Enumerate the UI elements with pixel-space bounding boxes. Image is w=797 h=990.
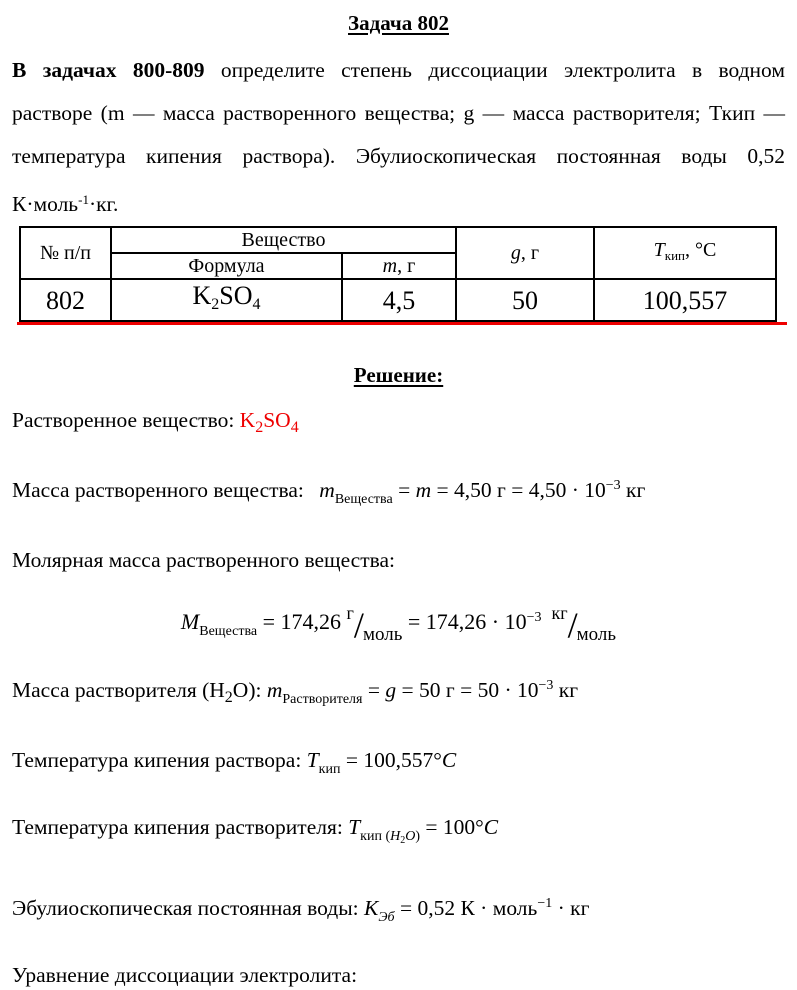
cell-mass: 4,5 xyxy=(342,279,456,321)
exponent: −3 xyxy=(538,678,554,693)
ebul-unit: · кг xyxy=(552,896,590,920)
ebul-label: Эбулиоскопическая постоянная воды: xyxy=(12,896,365,920)
g-symbol: g xyxy=(510,242,521,264)
tboil-solvent-label: Температура кипения растворителя: xyxy=(12,815,349,839)
h2o-sub: 2 xyxy=(224,689,233,706)
molar-value-1: = 174,26 xyxy=(257,609,347,634)
fraction-slash-2: / xyxy=(567,605,577,645)
var-T-subscript: кип xyxy=(318,762,341,777)
var-T: T xyxy=(306,748,319,772)
header-cell-num: № п/п xyxy=(20,227,111,279)
line-ebullioscopic-constant xyxy=(12,889,785,933)
g-unit: , г xyxy=(520,242,540,264)
value-grams: = 50 г xyxy=(396,678,461,702)
ebul-exponent: −1 xyxy=(537,896,553,911)
unit-kg: кг xyxy=(620,478,646,502)
line-dissolved-substance xyxy=(12,405,785,443)
table-header-row-1 xyxy=(20,227,776,253)
chem-sub-4: 4 xyxy=(290,419,299,436)
tboil-solvent-value: = 100° xyxy=(420,815,484,839)
line-mass-solute xyxy=(12,471,785,515)
sub-2: 2 xyxy=(400,835,406,846)
var-m-subscript: Вещества xyxy=(334,492,393,507)
sub-kip: кип ( xyxy=(360,829,391,844)
header-cell-formula: Формула xyxy=(111,253,342,279)
var-m-solvent: m xyxy=(266,678,283,702)
var-T2-subscript xyxy=(360,829,420,844)
sub-O: O xyxy=(405,829,416,844)
var-m: m xyxy=(319,478,335,502)
intro-bold-range: В задачах 800-809 xyxy=(12,58,205,82)
t-symbol: T xyxy=(653,239,665,261)
problem-title: Задача 802 xyxy=(348,11,449,35)
celsius-C-2: C xyxy=(483,815,499,839)
sub-close-paren: ) xyxy=(415,829,421,844)
line-boiling-temp-solvent xyxy=(12,812,785,856)
chem-k: K xyxy=(239,408,256,432)
intro-line-2: растворе (m — масса растворенного вещества; g — масса растворителя; Ткип — xyxy=(12,101,785,125)
dissolved-label: Растворенное вещество: xyxy=(12,408,240,432)
formula-sub-4: 4 xyxy=(252,296,261,313)
value-sci: = 50 · 10 xyxy=(460,678,539,702)
mass-solvent-label: Масса растворителя (H xyxy=(12,678,225,702)
fraction-numerator: г xyxy=(346,603,354,623)
mass-solute-label: Масса растворенного вещества: xyxy=(12,478,310,502)
solution-heading: Решение: xyxy=(353,363,444,387)
intro-superscript: -1 xyxy=(78,192,89,207)
intro-paragraph xyxy=(12,49,785,226)
mass-solvent-label-end: O): xyxy=(232,678,267,702)
t-unit: , °С xyxy=(685,239,717,261)
intro-line-3: температура кипения раствора). Эбулиоскопическая постоянная воды 0,52 xyxy=(12,144,785,168)
cell-solvent-mass: 50 xyxy=(456,279,594,321)
fraction-slash: / xyxy=(353,605,363,645)
tboil-value: = 100,557° xyxy=(340,748,442,772)
exponent: −3 xyxy=(605,478,621,493)
t-subscript: кип xyxy=(664,248,686,263)
value-grams: = 4,50 г xyxy=(431,478,512,502)
ebul-value: = 0,52 К · моль xyxy=(394,896,538,920)
header-cell-tboil xyxy=(594,227,776,279)
chem-so: SO xyxy=(263,408,291,432)
m-unit: , г xyxy=(397,255,416,277)
intro-line-4-end: ·кг. xyxy=(88,192,119,216)
red-underline xyxy=(17,322,787,325)
celsius-C: C xyxy=(441,748,457,772)
fraction-numerator-2: кг xyxy=(551,603,568,623)
dissolved-formula xyxy=(239,408,299,436)
var-M-subscript: Вещества xyxy=(199,624,258,639)
fraction-denominator-2: моль xyxy=(576,624,617,645)
molar-exponent: −3 xyxy=(526,610,542,625)
unit-kg: кг xyxy=(553,678,579,702)
cell-formula xyxy=(111,279,342,321)
line-dissociation-equation-label: Уравнение диссоциации электролита: xyxy=(12,963,358,987)
header-cell-m xyxy=(342,253,456,279)
cell-boiling-temp: 100,557 xyxy=(594,279,776,321)
line-molar-mass-label: Молярная масса растворенного вещества: xyxy=(12,548,395,572)
intro-line-1 xyxy=(12,49,785,92)
sub-H: H xyxy=(390,829,401,844)
var-g: g xyxy=(385,678,397,702)
var-M: M xyxy=(180,609,200,634)
formula-sub-2: 2 xyxy=(211,296,220,313)
equals: = xyxy=(362,678,386,702)
table-data-row xyxy=(20,279,776,321)
cell-problem-number: 802 xyxy=(20,279,111,321)
tboil-label: Температура кипения раствора: xyxy=(12,748,307,772)
fraction-kg-per-mol xyxy=(552,587,617,661)
var-m2: m xyxy=(415,478,432,502)
fraction-denominator: моль xyxy=(362,624,403,645)
conditions-table xyxy=(19,226,777,322)
intro-line-4 xyxy=(12,178,785,226)
var-T2: T xyxy=(348,815,361,839)
molar-value-2: = 174,26 · 10 xyxy=(402,609,527,634)
value-sci: = 4,50 · 10 xyxy=(511,478,606,502)
var-m-solvent-subscript: Растворителя xyxy=(282,692,363,707)
header-cell-g xyxy=(456,227,594,279)
var-K-subscript: Эб xyxy=(378,910,395,925)
intro-line-1-text: определите степень диссоциации электролита в водном xyxy=(204,58,786,82)
formula-k: K xyxy=(192,281,212,310)
header-cell-substance: Вещество xyxy=(111,227,456,253)
intro-line-4-start: К·моль xyxy=(12,192,79,216)
chem-sub-2: 2 xyxy=(255,419,264,436)
line-boiling-temp-solution xyxy=(12,745,785,785)
var-K: K xyxy=(364,896,379,920)
molar-mass-equation xyxy=(12,587,785,649)
m-symbol: m xyxy=(382,255,398,277)
equals: = xyxy=(392,478,416,502)
formula-so: SO xyxy=(219,281,253,310)
line-mass-solvent xyxy=(12,671,785,715)
fraction-g-per-mol xyxy=(347,587,403,661)
